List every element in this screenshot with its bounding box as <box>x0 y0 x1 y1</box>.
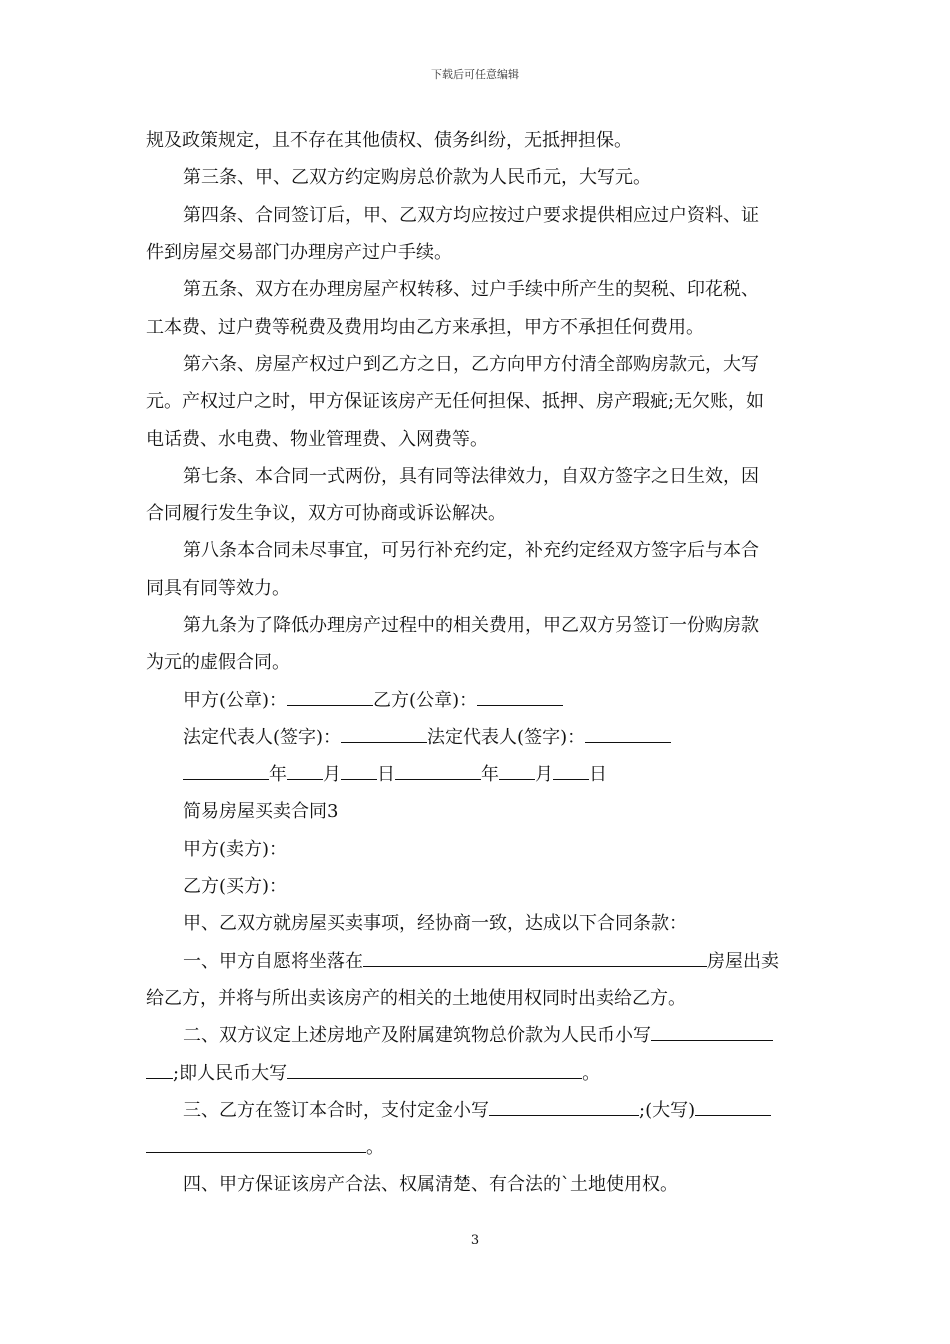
rep-a-label: 法定代表人(签字)： <box>183 727 342 748</box>
seller-line: 甲方(卖方)： <box>183 839 288 860</box>
party-a-seal-label: 甲方(公章)： <box>183 690 288 711</box>
paragraph-line: 第七条、本合同一式两份，具有同等法律效力，自双方签字之日生效，因 <box>183 466 759 487</box>
location-blank[interactable] <box>363 950 707 967</box>
month-label: 月 <box>535 764 553 785</box>
contract-title: 简易房屋买卖合同3 <box>183 801 339 822</box>
signature-seal-line <box>183 689 563 713</box>
clause-3-line <box>183 1099 771 1123</box>
party-a-seal-blank[interactable] <box>287 689 373 706</box>
paragraph-line: 规及政策规定，且不存在其他债权、债务纠纷，无抵押担保。 <box>146 130 632 151</box>
deposit-upper-blank[interactable] <box>695 1099 771 1116</box>
deposit-lower-blank[interactable] <box>489 1099 639 1116</box>
clause-1-line <box>183 950 779 974</box>
page-header: 下载后可任意编辑 <box>431 68 519 81</box>
clause-4-line: 四、甲方保证该房产合法、权属清楚、有合法的`土地使用权。 <box>183 1174 678 1195</box>
clause-3-text: 。 <box>366 1137 384 1158</box>
clause-3-text: 三、乙方在签订本合时，支付定金小写 <box>183 1100 489 1121</box>
day-label: 日 <box>589 764 607 785</box>
clause-1-text: 房屋出卖 <box>707 951 779 972</box>
paragraph-line: 第八条本合同未尽事宜，可另行补充约定，补充约定经双方签字后与本合 <box>183 540 759 561</box>
rep-a-blank[interactable] <box>341 726 427 743</box>
day-blank[interactable] <box>341 763 377 780</box>
clause-2-line <box>183 1024 773 1048</box>
clause-2-cont <box>146 1062 600 1086</box>
intro-line: 甲、乙双方就房屋买卖事项，经协商一致，达成以下合同条款： <box>183 913 687 934</box>
month-label: 月 <box>323 764 341 785</box>
party-b-seal-label: 乙方(公章)： <box>373 690 478 711</box>
deposit-upper-blank-cont[interactable] <box>146 1136 366 1153</box>
paragraph-line: 工本费、过户费等税费及费用均由乙方来承担，甲方不承担任何费用。 <box>146 317 704 338</box>
paragraph-line: 同具有同等效力。 <box>146 578 290 599</box>
signature-rep-line <box>183 726 671 750</box>
day-label: 日 <box>377 764 395 785</box>
paragraph-line: 件到房屋交易部门办理房产过户手续。 <box>146 242 452 263</box>
rep-b-label: 法定代表人(签字)： <box>427 727 586 748</box>
paragraph-line: 第五条、双方在办理房屋产权转移、过户手续中所产生的契税、印花税、 <box>183 279 759 300</box>
clause-2-text: 。 <box>582 1063 601 1084</box>
paragraph-line: 元。产权过户之时，甲方保证该房产无任何担保、抵押、房产瑕疵;无欠账，如 <box>146 391 765 412</box>
year-label: 年 <box>269 764 287 785</box>
clause-3-text: ;(大写) <box>639 1100 696 1121</box>
party-b-seal-blank[interactable] <box>477 689 563 706</box>
page-number: 3 <box>470 1233 480 1248</box>
clause-2-text: 二、双方议定上述房地产及附属建筑物总价款为人民币小写 <box>183 1025 651 1046</box>
price-upper-blank[interactable] <box>287 1062 582 1079</box>
year-blank[interactable] <box>395 763 481 780</box>
month-blank[interactable] <box>499 763 535 780</box>
clause-1-cont: 给乙方，并将与所出卖该房产的相关的土地使用权同时出卖给乙方。 <box>146 988 686 1009</box>
clause-1-text: 一、甲方自愿将坐落在 <box>183 951 363 972</box>
paragraph-line: 合同履行发生争议，双方可协商或诉讼解决。 <box>146 503 506 524</box>
price-lower-blank-cont[interactable] <box>146 1062 173 1079</box>
paragraph-line: 第四条、合同签订后，甲、乙双方均应按过户要求提供相应过户资料、证 <box>183 205 759 226</box>
paragraph-line: 第六条、房屋产权过户到乙方之日，乙方向甲方付清全部购房款元，大写 <box>183 354 759 375</box>
day-blank[interactable] <box>553 763 589 780</box>
month-blank[interactable] <box>287 763 323 780</box>
year-label: 年 <box>481 764 499 785</box>
price-lower-blank[interactable] <box>651 1024 773 1041</box>
paragraph-line: 为元的虚假合同。 <box>146 652 290 673</box>
paragraph-line: 第三条、甲、乙双方约定购房总价款为人民币元，大写元。 <box>183 167 651 188</box>
year-blank[interactable] <box>183 763 269 780</box>
date-line <box>183 763 607 787</box>
paragraph-line: 第九条为了降低办理房产过程中的相关费用，甲乙双方另签订一份购房款 <box>183 615 759 636</box>
paragraph-line: 电话费、水电费、物业管理费、入网费等。 <box>146 429 488 450</box>
rep-b-blank[interactable] <box>585 726 671 743</box>
clause-2-text: ;即人民币大写 <box>173 1063 288 1084</box>
clause-3-cont <box>146 1136 384 1160</box>
buyer-line: 乙方(买方)： <box>183 876 288 897</box>
